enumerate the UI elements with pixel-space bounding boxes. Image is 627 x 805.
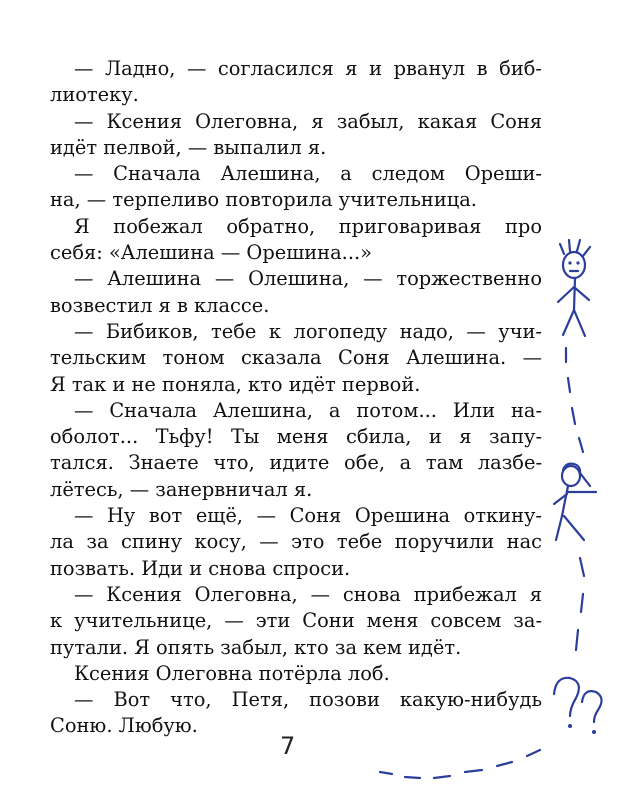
text-line: — Бибиков, тебе к логопеду надо, — учи- xyxy=(74,319,542,343)
text-line: — Ну вот ещё, — Соня Орешина откину- xyxy=(74,504,542,528)
text-line: позвать. Иди и снова спроси. xyxy=(50,556,351,580)
text-line: Соню. Любую. xyxy=(50,714,198,738)
text-line: путали. Я опять забыл, кто за кем идёт. xyxy=(50,635,462,659)
text-line: на, — терпеливо повторила учительница. xyxy=(50,188,477,212)
text-line: тался. Знаете что, идите обе, а там лазбе- xyxy=(50,451,542,475)
text-line: оболот... Тьфу! Ты меня сбила, и я запу- xyxy=(50,425,542,449)
text-line: — Ксения Олеговна, — снова прибежал я xyxy=(74,582,542,606)
girl-figure-icon xyxy=(554,464,596,540)
text-line: себя: «Алешина — Орешина...» xyxy=(50,241,373,265)
text-line: к учительнице, — эти Сони меня совсем за- xyxy=(50,609,542,633)
text-line: Я побежал обратно, приговаривая про xyxy=(74,214,542,238)
page-number: 7 xyxy=(280,732,296,760)
question-marks-icon xyxy=(554,678,602,734)
text-line: Ксения Олеговна потёрла лоб. xyxy=(74,661,390,685)
text-line: лиотеку. xyxy=(50,83,139,107)
text-line: лётесь, — занервничал я. xyxy=(50,477,313,501)
body-text xyxy=(50,56,542,740)
text-line: — Алешина — Олешина, — торжественно xyxy=(74,267,542,291)
text-line: тельским тоном сказала Соня Алешина. — xyxy=(50,346,542,370)
text-line: Я так и не поняла, кто идёт первой. xyxy=(50,372,421,396)
text-line: — Вот что, Петя, позови какую-нибудь xyxy=(74,688,542,712)
boy-figure-icon xyxy=(558,240,590,336)
text-line: идёт пелвой, — выпалил я. xyxy=(50,135,327,159)
text-line: — Ладно, — согласился я и рванул в биб- xyxy=(74,57,542,80)
text-line: — Сначала Алешина, а следом Ореши- xyxy=(74,162,542,186)
text-line: — Сначала Алешина, а потом... Или на- xyxy=(74,398,542,422)
text-line: возвестил я в классе. xyxy=(50,293,270,317)
text-line: — Ксения Олеговна, я забыл, какая Соня xyxy=(74,109,542,133)
text-line: ла за спину косу, — это тебе поручили нас xyxy=(50,530,542,554)
